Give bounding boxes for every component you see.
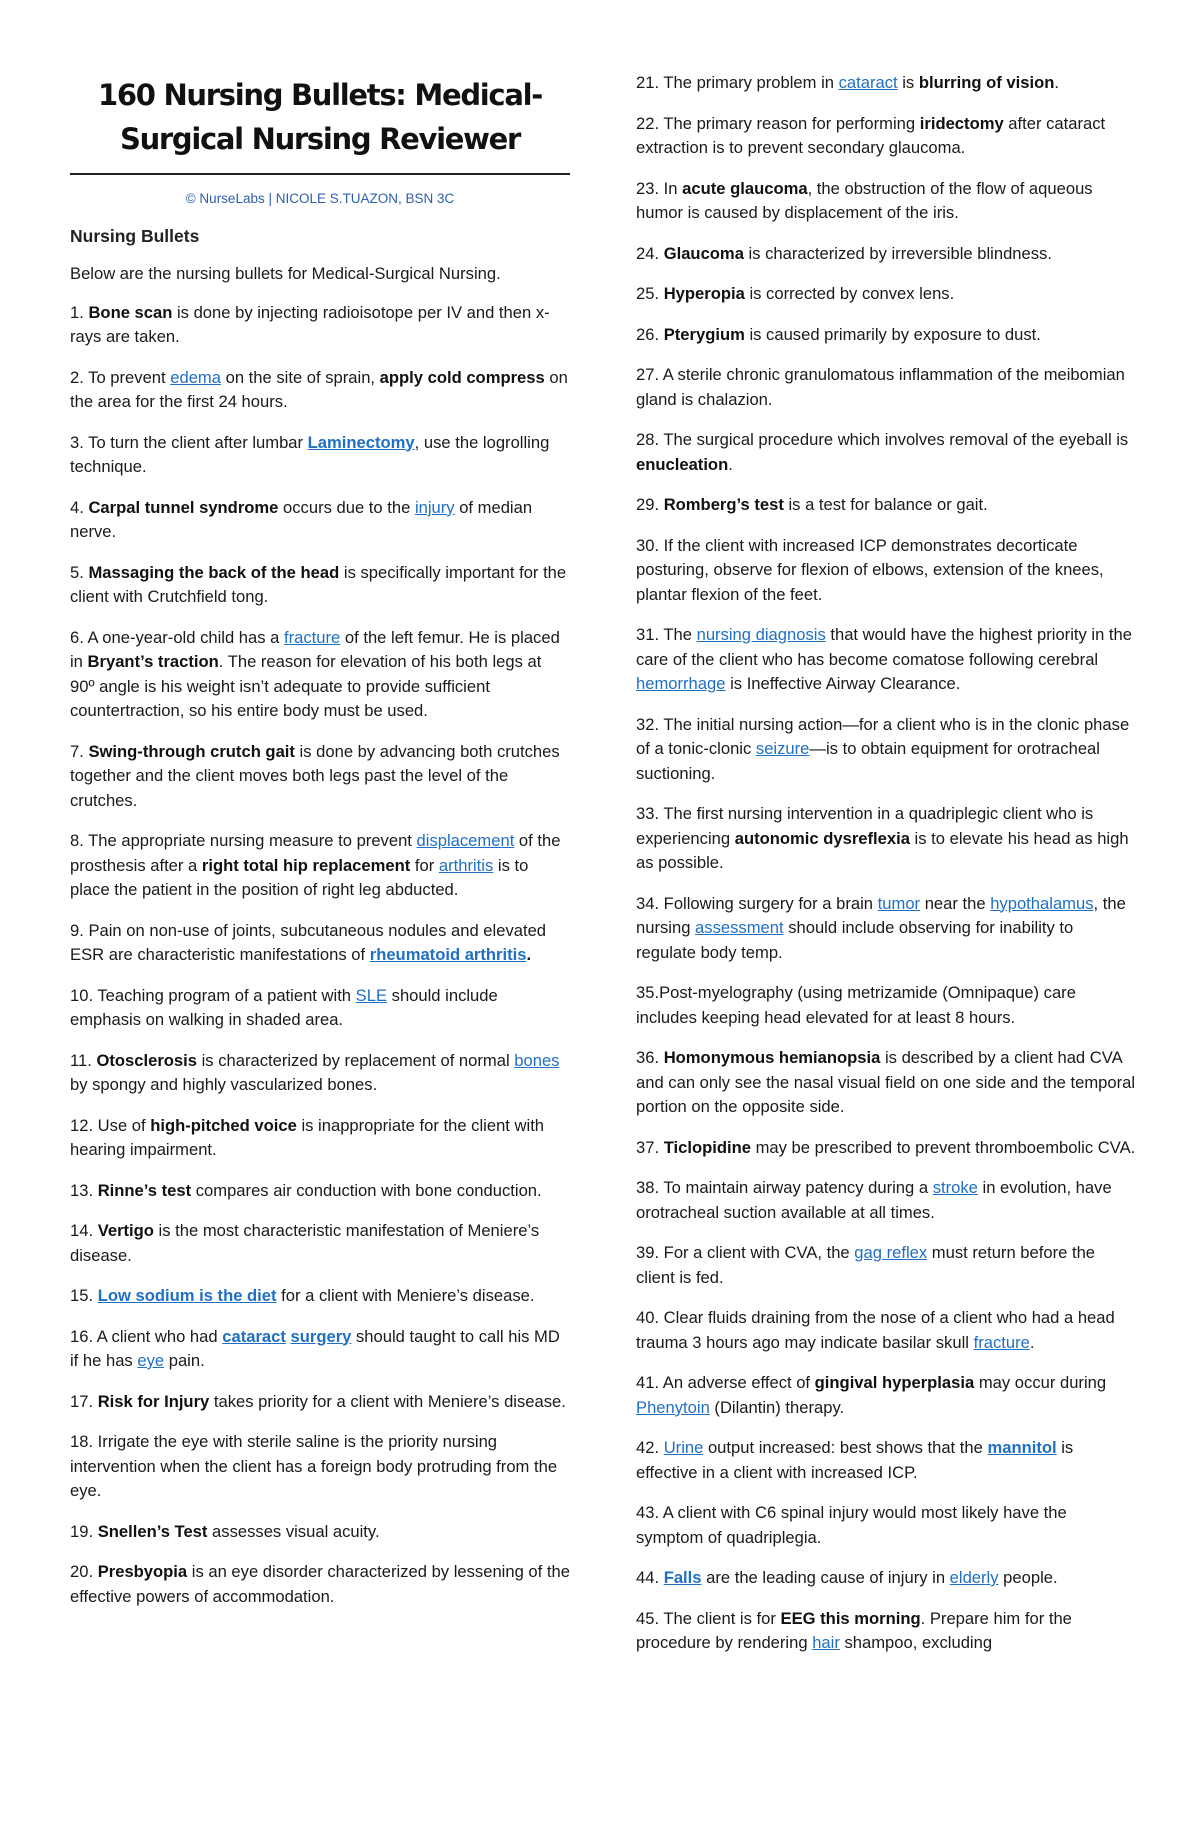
bullet-text: 35.Post-myelography (using metrizamide (Omnipaque) care includes keeping head elevated for at least 8 hours. <box>636 983 1076 1027</box>
intro-paragraph: Below are the nursing bullets for Medical-Surgical Nursing. <box>70 264 501 283</box>
bold-term: apply cold compress <box>379 367 545 387</box>
bold-term: Homonymous hemianopsia <box>663 1048 881 1067</box>
bullet-text: people. <box>998 1568 1058 1587</box>
term-link[interactable]: Falls <box>663 1568 702 1587</box>
nursing-bullet <box>70 984 570 1033</box>
bullet-text: . The reason for elevation of his both legs at 90º angle is his weight isn’t adequate to provide sufficient countertraction, so his entire body must be used. <box>70 652 542 720</box>
bold-term: Bryant’s traction <box>87 652 219 671</box>
term-link[interactable]: cataract <box>222 1326 286 1346</box>
bullet-text: is <box>897 73 919 92</box>
nursing-bullet <box>70 626 570 724</box>
bold-term: Snellen’s Test <box>97 1521 208 1541</box>
bullet-text: should include observing for inability to regulate body temp. <box>636 918 1074 962</box>
bullet-text: 32. The initial nursing action—for a client who is in the clonic phase of a tonic-clonic <box>636 714 1130 758</box>
bullet-text: 7. <box>70 741 89 761</box>
bullet-text: for a client with Meniere’s disease. <box>276 1286 535 1305</box>
bullet-text: 28. The surgical procedure which involves removal of the eyeball is <box>636 430 1129 449</box>
bullet-text: 21. The primary problem in <box>636 73 839 92</box>
bold-term: Rinne’s test <box>97 1180 192 1200</box>
bullet-text: 34. Following surgery for a brain <box>636 893 878 913</box>
bullet-text: should taught to call his MD if he has <box>70 1326 560 1370</box>
nursing-bullet <box>636 428 1136 477</box>
bullet-text: 33. The first nursing intervention in a quadriplegic client who is experiencing <box>636 804 1094 848</box>
bullet-text: on the site of sprain, <box>221 367 380 387</box>
bullet-text: on the area for the first 24 hours. <box>70 367 568 411</box>
bullet-text: 30. If the client with increased ICP demonstrates decorticate posturing, observe for flexion of elbows, extension of the knees, plantar flexion of the feet. <box>636 535 1104 604</box>
bullet-text: assesses visual acuity. <box>207 1521 380 1541</box>
nursing-bullet <box>70 1179 570 1204</box>
bullet-text: is inappropriate for the client with hearing impairment. <box>70 1115 545 1159</box>
bullet-text: after cataract extraction is to prevent secondary glaucoma. <box>636 113 1106 157</box>
nursing-bullet <box>636 112 1136 161</box>
bold-term: Ticlopidine <box>663 1137 751 1157</box>
bullet-text: is corrected by convex lens. <box>744 284 955 303</box>
term-link[interactable]: edema <box>170 367 221 387</box>
bullet-text: of median nerve. <box>70 497 533 541</box>
nursing-bullet <box>636 623 1136 697</box>
term-link[interactable]: SLE <box>355 985 388 1005</box>
nursing-bullet <box>636 323 1136 348</box>
nursing-bullet <box>70 1219 570 1268</box>
bullet-text: is specifically important for the client with Crutchfield tong. <box>70 562 567 606</box>
nursing-bullet <box>70 496 570 545</box>
bullet-text: 9. Pain on non-use of joints, subcutaneous nodules and elevated ESR are characteristic manifestations of <box>70 920 547 964</box>
bold-term: blurring of vision <box>918 73 1055 92</box>
nursing-bullet <box>636 713 1136 787</box>
bullet-text: 45. The client is for <box>636 1608 781 1628</box>
bullet-list-left <box>70 301 570 1610</box>
nursing-bullet <box>636 1371 1136 1420</box>
nursing-bullet <box>70 1430 570 1504</box>
bold-term: Glaucoma <box>663 243 744 263</box>
term-link[interactable]: eye <box>137 1351 165 1370</box>
nursing-bullet <box>636 1566 1136 1591</box>
term-link[interactable]: fracture <box>284 627 341 647</box>
bullet-text: 42. <box>636 1438 664 1457</box>
bullet-text: 37. <box>636 1137 664 1157</box>
nursing-bullet <box>636 802 1136 876</box>
bullet-text: 39. For a client with CVA, the <box>636 1243 855 1262</box>
nursing-bullet <box>636 1136 1136 1161</box>
term-link[interactable]: rheumatoid arthritis <box>369 945 527 964</box>
bullet-text: 31. The <box>636 625 697 644</box>
bullet-text: 11. <box>70 1050 97 1070</box>
term-link[interactable]: hair <box>812 1633 840 1652</box>
bold-term: Massaging the back of the head <box>88 562 340 582</box>
term-link[interactable]: injury <box>414 497 455 517</box>
nursing-bullet <box>70 1520 570 1545</box>
bullet-text: may be prescribed to prevent thromboembolic CVA. <box>750 1137 1136 1157</box>
bullet-text: is an eye disorder characterized by lessening of the effective powers of accommodation. <box>70 1562 570 1606</box>
bullet-text: 29. <box>636 495 664 514</box>
term-link[interactable]: Low sodium is the diet <box>97 1286 277 1305</box>
bold-term: Presbyopia <box>97 1562 188 1581</box>
bullet-text: 24. <box>636 243 664 263</box>
bullet-text: , the obstruction of the flow of aqueous humor is caused by displacement of the iris. <box>636 178 1093 222</box>
bullet-text: pain. <box>164 1351 205 1370</box>
bullet-text: should include emphasis on walking in shaded area. <box>70 985 498 1029</box>
bullet-text: occurs due to the <box>278 497 415 517</box>
term-link[interactable]: Urine <box>663 1438 704 1457</box>
bullet-text: , the nursing <box>636 893 1126 937</box>
bold-term: right total hip replacement <box>201 855 411 875</box>
bold-term: high-pitched voice <box>150 1115 297 1135</box>
bullet-text: is caused primarily by exposure to dust. <box>744 324 1041 344</box>
bold-term: autonomic dysreflexia <box>734 828 910 848</box>
bullet-text: is characterized by replacement of normal <box>196 1050 515 1070</box>
bullet-text: 44. <box>636 1568 664 1587</box>
nursing-bullet <box>70 561 570 610</box>
bullet-text: compares air conduction with bone conduction. <box>191 1180 542 1200</box>
bullet-text: of the left femur. He is placed in <box>70 627 560 671</box>
nursing-bullet <box>636 282 1136 307</box>
term-link[interactable]: fracture <box>973 1332 1030 1352</box>
bullet-text: is effective in a client with increased ICP. <box>636 1438 1074 1482</box>
bullet-text: 12. Use of <box>70 1115 151 1135</box>
nursing-bullet <box>636 1241 1136 1290</box>
bullet-text: near the <box>920 893 991 913</box>
left-column <box>70 0 570 1625</box>
nursing-bullet <box>70 919 570 968</box>
bullet-text: 4. <box>70 497 89 517</box>
nursing-bullet <box>70 1049 570 1098</box>
bullet-text: 18. Irrigate the eye with sterile saline is the priority nursing intervention when the client has a foreign body protruding from the eye. <box>70 1432 558 1500</box>
bullet-text: of the prosthesis after a <box>70 831 561 875</box>
term-link[interactable]: tumor <box>877 893 921 913</box>
bullet-text: 17. <box>70 1391 98 1411</box>
bullet-text: 36. <box>636 1048 664 1067</box>
bullet-text: 43. A client with C6 spinal injury would most likely have the symptom of quadriplegia. <box>636 1503 1067 1547</box>
nursing-bullet <box>636 177 1136 226</box>
bullet-text: is done by advancing both crutches together and the client moves both legs past the level of the crutches. <box>70 741 560 810</box>
bullet-text: is Ineffective Airway Clearance. <box>725 674 961 693</box>
title-line-1: 160 Nursing Bullets: Medical- <box>98 78 542 112</box>
bullet-text: (Dilantin) therapy. <box>709 1397 845 1417</box>
term-link[interactable]: arthritis <box>438 855 494 875</box>
term-link[interactable]: elderly <box>949 1568 999 1587</box>
nursing-bullet <box>70 1560 570 1609</box>
bullet-text: . <box>1029 1332 1035 1352</box>
bullet-text: 25. <box>636 284 664 303</box>
nursing-bullet <box>636 1306 1136 1355</box>
nursing-bullet <box>636 71 1136 96</box>
nursing-bullet <box>636 1046 1136 1120</box>
bullet-text: is characterized by irreversible blindness. <box>743 243 1052 263</box>
term-link[interactable]: displacement <box>416 831 515 850</box>
document-title <box>70 73 570 161</box>
bullet-text: 14. <box>70 1221 98 1240</box>
bullet-text: —is to obtain equipment for orotracheal suctioning. <box>636 739 1100 783</box>
bullet-text: is to place the patient in the position of right leg abducted. <box>70 855 529 899</box>
bold-term: Carpal tunnel syndrome <box>88 497 279 517</box>
bullet-text: 15. <box>70 1286 98 1305</box>
bullet-text: 23. In <box>636 178 683 198</box>
nursing-bullet <box>636 1607 1136 1656</box>
bold-term: Risk for Injury <box>97 1391 210 1411</box>
bullet-text: 2. To prevent <box>70 367 171 387</box>
nursing-bullet <box>636 1436 1136 1485</box>
bullet-text: may occur during <box>974 1373 1107 1392</box>
bullet-text: is done by injecting radioisotope per IV and then x-rays are taken. <box>70 302 550 346</box>
term-link[interactable]: hemorrhage <box>636 674 726 693</box>
bullet-text: 6. A one-year-old child has a <box>70 627 285 647</box>
term-link[interactable]: assessment <box>695 918 784 937</box>
bullet-text: 19. <box>70 1521 98 1541</box>
bullet-text: 40. Clear fluids draining from the nose of a client who had a head trauma 3 hours ago may indicate basilar skull <box>636 1308 1115 1352</box>
nursing-bullet <box>70 301 570 350</box>
bold-term: Bone scan <box>88 302 173 322</box>
nursing-bullet <box>70 1114 570 1163</box>
bold-term: enucleation <box>636 454 729 474</box>
bullet-text: 10. Teaching program of a patient with <box>70 985 356 1005</box>
bold-term: Otosclerosis <box>96 1050 197 1070</box>
term-link[interactable]: surgery <box>290 1326 352 1346</box>
nursing-bullet <box>636 363 1136 412</box>
term-link[interactable]: Phenytoin <box>636 1397 710 1417</box>
right-column <box>636 0 1136 1672</box>
bullet-text: by spongy and highly vascularized bones. <box>70 1075 378 1094</box>
nursing-bullet <box>70 829 570 903</box>
bold-term: . <box>526 945 532 964</box>
nursing-bullet <box>70 366 570 415</box>
bold-term: acute glaucoma <box>682 178 808 198</box>
title-line-2: Surgical Nursing Reviewer <box>119 122 521 156</box>
bullet-text: is a test for balance or gait. <box>783 495 988 514</box>
bullet-text: are the leading cause of injury in <box>701 1568 950 1587</box>
bullet-text: 27. A sterile chronic granulomatous inflammation of the meibomian gland is chalazion. <box>636 365 1125 409</box>
nursing-bullet <box>636 981 1136 1030</box>
bullet-text: in evolution, have orotracheal suction available at all times. <box>636 1178 1112 1222</box>
nursing-bullet <box>636 534 1136 608</box>
title-divider <box>70 173 570 175</box>
bullet-text: takes priority for a client with Meniere’s disease. <box>209 1391 566 1411</box>
bold-term: iridectomy <box>919 113 1004 133</box>
nursing-bullet <box>70 431 570 480</box>
bold-term: Vertigo <box>97 1221 154 1240</box>
bullet-text: 20. <box>70 1562 98 1581</box>
bullet-text: 8. The appropriate nursing measure to prevent <box>70 831 417 850</box>
nursing-bullet <box>70 1325 570 1374</box>
term-link[interactable]: stroke <box>932 1178 978 1197</box>
bullet-text: 13. <box>70 1180 98 1200</box>
bullet-text: 22. The primary reason for performing <box>636 113 920 133</box>
bullet-text: 38. To maintain airway patency during a <box>636 1178 933 1197</box>
bullet-text: . Prepare him for the procedure by rendering <box>636 1608 1072 1652</box>
bold-term: Hyperopia <box>663 284 745 303</box>
bold-term: gingival hyperplasia <box>814 1373 975 1392</box>
bold-term: Romberg’s test <box>663 495 784 514</box>
term-link[interactable]: Laminectomy <box>307 432 415 452</box>
bullet-text: is to elevate his head as high as possible. <box>636 828 1129 872</box>
bullet-text: 1. <box>70 302 89 322</box>
bullet-text: 3. To turn the client after lumbar <box>70 432 308 452</box>
nursing-bullet <box>636 493 1136 518</box>
nursing-bullet <box>70 740 570 814</box>
bullet-text: . <box>1054 73 1059 92</box>
bold-term: Pterygium <box>663 324 745 344</box>
term-link[interactable]: mannitol <box>987 1438 1057 1457</box>
section-heading: Nursing Bullets <box>70 226 200 246</box>
bullet-text: that would have the highest priority in the care of the client who has become comatose following cerebral <box>636 625 1132 669</box>
nursing-bullet <box>636 242 1136 267</box>
bullet-list-right <box>636 71 1136 1656</box>
nursing-bullet <box>636 1501 1136 1550</box>
bullet-text: 41. An adverse effect of <box>636 1373 815 1392</box>
bold-term: EEG this morning <box>780 1608 921 1628</box>
nursing-bullet <box>70 1284 570 1309</box>
nursing-bullet <box>636 892 1136 966</box>
bullet-text: 16. A client who had <box>70 1326 223 1346</box>
bold-term: Swing-through crutch gait <box>88 741 295 761</box>
bullet-text: is described by a client had CVA and can only see the nasal visual field on one side and the temporal portion on the opposite side. <box>636 1048 1136 1116</box>
bullet-text: shampoo, excluding <box>839 1633 993 1652</box>
term-link[interactable]: bones <box>514 1050 560 1070</box>
byline: © NurseLabs | NICOLE S.TUAZON, BSN 3C <box>185 191 455 206</box>
term-link[interactable]: hypothalamus <box>990 893 1094 913</box>
term-link[interactable]: nursing diagnosis <box>696 625 826 644</box>
term-link[interactable]: cataract <box>838 73 898 92</box>
bullet-text: . <box>728 454 733 474</box>
bullet-text: 5. <box>70 562 89 582</box>
bullet-text: , use the logrolling technique. <box>70 432 550 476</box>
bullet-text: for <box>410 855 439 875</box>
nursing-bullet <box>70 1390 570 1415</box>
bullet-text: output increased: best shows that the <box>703 1438 988 1457</box>
bullet-text: is the most characteristic manifestation of Meniere’s disease. <box>70 1221 540 1265</box>
bullet-text: 26. <box>636 324 664 344</box>
term-link[interactable]: gag reflex <box>854 1243 928 1262</box>
bullet-text: must return before the client is fed. <box>636 1243 1096 1287</box>
nursing-bullet <box>636 1176 1136 1225</box>
term-link[interactable]: seizure <box>755 739 810 758</box>
